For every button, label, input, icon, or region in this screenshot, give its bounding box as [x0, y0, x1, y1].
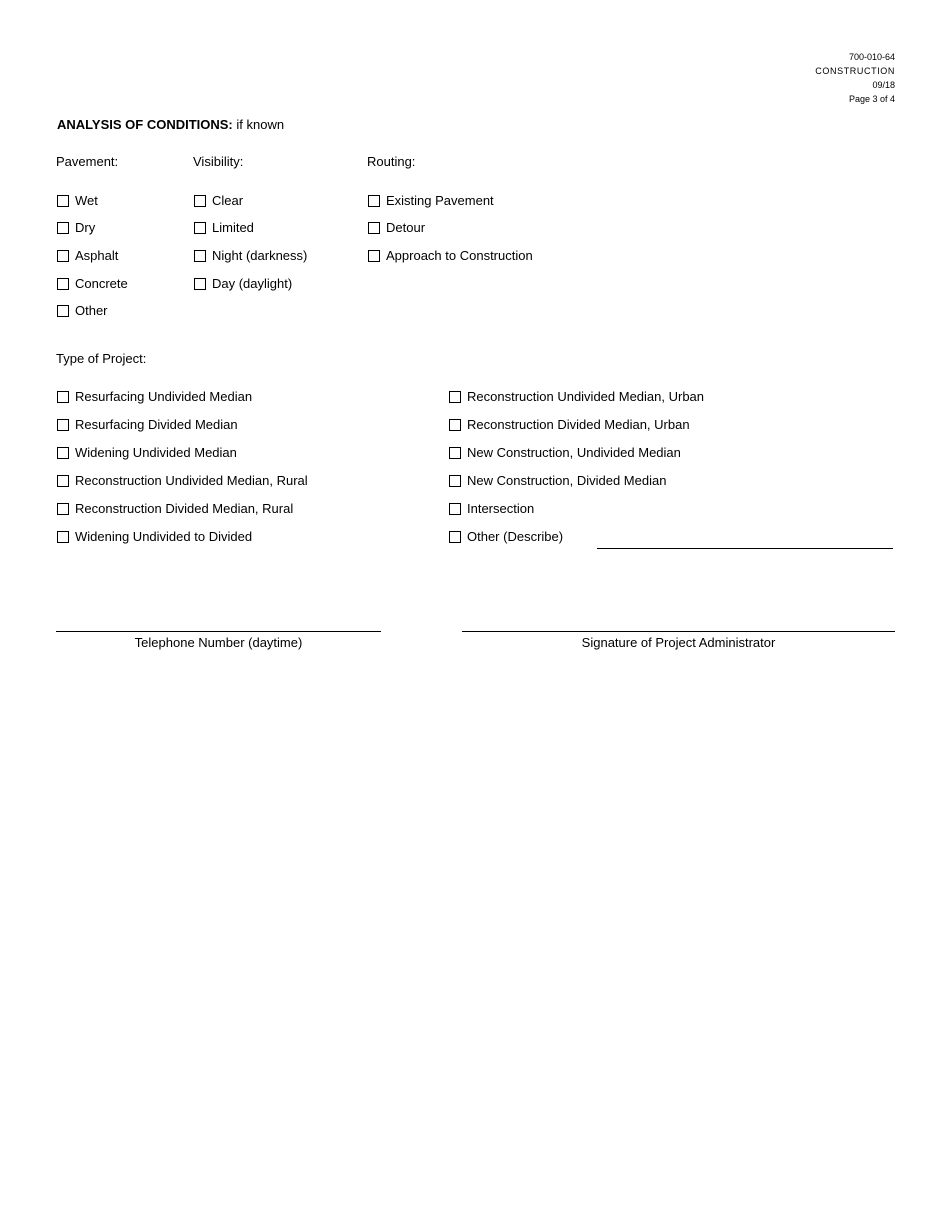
option-label: Asphalt	[75, 247, 119, 263]
checkbox[interactable]	[57, 391, 69, 403]
page-number: Page 3 of 4	[848, 94, 895, 104]
checkbox[interactable]	[449, 419, 461, 431]
pavement-option-asphalt[interactable]	[57, 247, 118, 263]
checkbox[interactable]	[57, 250, 69, 262]
checkbox[interactable]	[194, 250, 206, 262]
checkbox[interactable]	[368, 222, 380, 234]
option-label: Reconstruction Undivided Median, Rural	[75, 472, 308, 488]
option-label: New Construction, Undivided Median	[467, 444, 681, 460]
checkbox[interactable]	[194, 278, 206, 290]
routing-option-approach[interactable]	[368, 247, 533, 263]
pavement-label: Pavement:	[56, 154, 119, 169]
project-option-resurfacing-divided[interactable]	[57, 416, 238, 432]
option-label: Resurfacing Undivided Median	[75, 388, 253, 404]
other-describe-field[interactable]	[597, 548, 893, 549]
option-label: Other	[75, 302, 108, 318]
option-label: Resurfacing Divided Median	[75, 416, 238, 432]
option-label: Clear	[212, 192, 244, 208]
form-date: 09/18	[872, 80, 895, 90]
signature-field[interactable]	[462, 631, 895, 632]
section-title	[57, 117, 284, 132]
option-label: Day (daylight)	[212, 275, 293, 291]
checkbox[interactable]	[57, 305, 69, 317]
option-label: Widening Undivided to Divided	[75, 528, 253, 544]
visibility-option-limited[interactable]	[194, 219, 254, 235]
option-label: Existing Pavement	[386, 192, 494, 208]
option-label: Other (Describe)	[467, 528, 564, 544]
project-option-widening-undivided[interactable]	[57, 444, 237, 460]
form-number: 700-010-64	[848, 52, 895, 62]
checkbox[interactable]	[194, 222, 206, 234]
checkbox[interactable]	[57, 531, 69, 543]
option-label: Approach to Construction	[386, 247, 533, 263]
option-label: Reconstruction Divided Median, Rural	[75, 500, 294, 516]
option-label: Detour	[386, 219, 426, 235]
checkbox[interactable]	[449, 475, 461, 487]
section-title-note: if known	[232, 117, 285, 132]
checkbox[interactable]	[194, 195, 206, 207]
option-label: Limited	[212, 219, 254, 235]
routing-option-detour[interactable]	[368, 219, 425, 235]
checkbox[interactable]	[449, 391, 461, 403]
signature-label: Signature of Project Administrator	[581, 635, 776, 650]
checkbox[interactable]	[57, 195, 69, 207]
project-option-reconstruction-divided-urban[interactable]	[449, 416, 690, 432]
pavement-option-other[interactable]	[57, 302, 108, 318]
checkbox[interactable]	[368, 195, 380, 207]
pavement-option-concrete[interactable]	[57, 275, 128, 291]
routing-label: Routing:	[367, 154, 416, 169]
visibility-label: Visibility:	[193, 154, 244, 169]
checkbox[interactable]	[57, 222, 69, 234]
project-option-resurfacing-undivided[interactable]	[57, 388, 252, 404]
form-department: CONSTRUCTION	[815, 66, 895, 76]
visibility-option-night[interactable]	[194, 247, 307, 263]
checkbox[interactable]	[57, 503, 69, 515]
checkbox[interactable]	[57, 278, 69, 290]
project-option-other[interactable]	[449, 528, 563, 544]
option-label: Dry	[75, 219, 96, 235]
option-label: Widening Undivided Median	[75, 444, 237, 460]
project-option-widening-to-divided[interactable]	[57, 528, 252, 544]
checkbox[interactable]	[57, 447, 69, 459]
pavement-option-dry[interactable]	[57, 219, 95, 235]
project-option-new-construction-divided[interactable]	[449, 472, 666, 488]
project-type-label: Type of Project:	[56, 351, 147, 366]
option-label: Intersection	[467, 500, 535, 516]
checkbox[interactable]	[449, 531, 461, 543]
project-option-reconstruction-undivided-urban[interactable]	[449, 388, 704, 404]
option-label: Wet	[75, 192, 98, 208]
option-label: Reconstruction Divided Median, Urban	[467, 416, 690, 432]
routing-option-existing-pavement[interactable]	[368, 192, 494, 208]
checkbox[interactable]	[57, 475, 69, 487]
checkbox[interactable]	[449, 447, 461, 459]
checkbox[interactable]	[57, 419, 69, 431]
option-label: Reconstruction Undivided Median, Urban	[467, 388, 705, 404]
project-option-new-construction-undivided[interactable]	[449, 444, 681, 460]
project-option-reconstruction-undivided-rural[interactable]	[57, 472, 308, 488]
pavement-option-wet[interactable]	[57, 192, 98, 208]
option-label: Concrete	[75, 275, 128, 291]
option-label: New Construction, Divided Median	[467, 472, 667, 488]
form-header	[815, 50, 895, 106]
checkbox[interactable]	[449, 503, 461, 515]
project-option-intersection[interactable]	[449, 500, 534, 516]
telephone-field[interactable]	[56, 631, 381, 632]
project-option-reconstruction-divided-rural[interactable]	[57, 500, 293, 516]
visibility-option-day[interactable]	[194, 275, 292, 291]
visibility-option-clear[interactable]	[194, 192, 243, 208]
section-title-bold: ANALYSIS OF CONDITIONS:	[57, 117, 233, 132]
checkbox[interactable]	[368, 250, 380, 262]
telephone-label: Telephone Number (daytime)	[134, 635, 303, 650]
option-label: Night (darkness)	[212, 247, 308, 263]
